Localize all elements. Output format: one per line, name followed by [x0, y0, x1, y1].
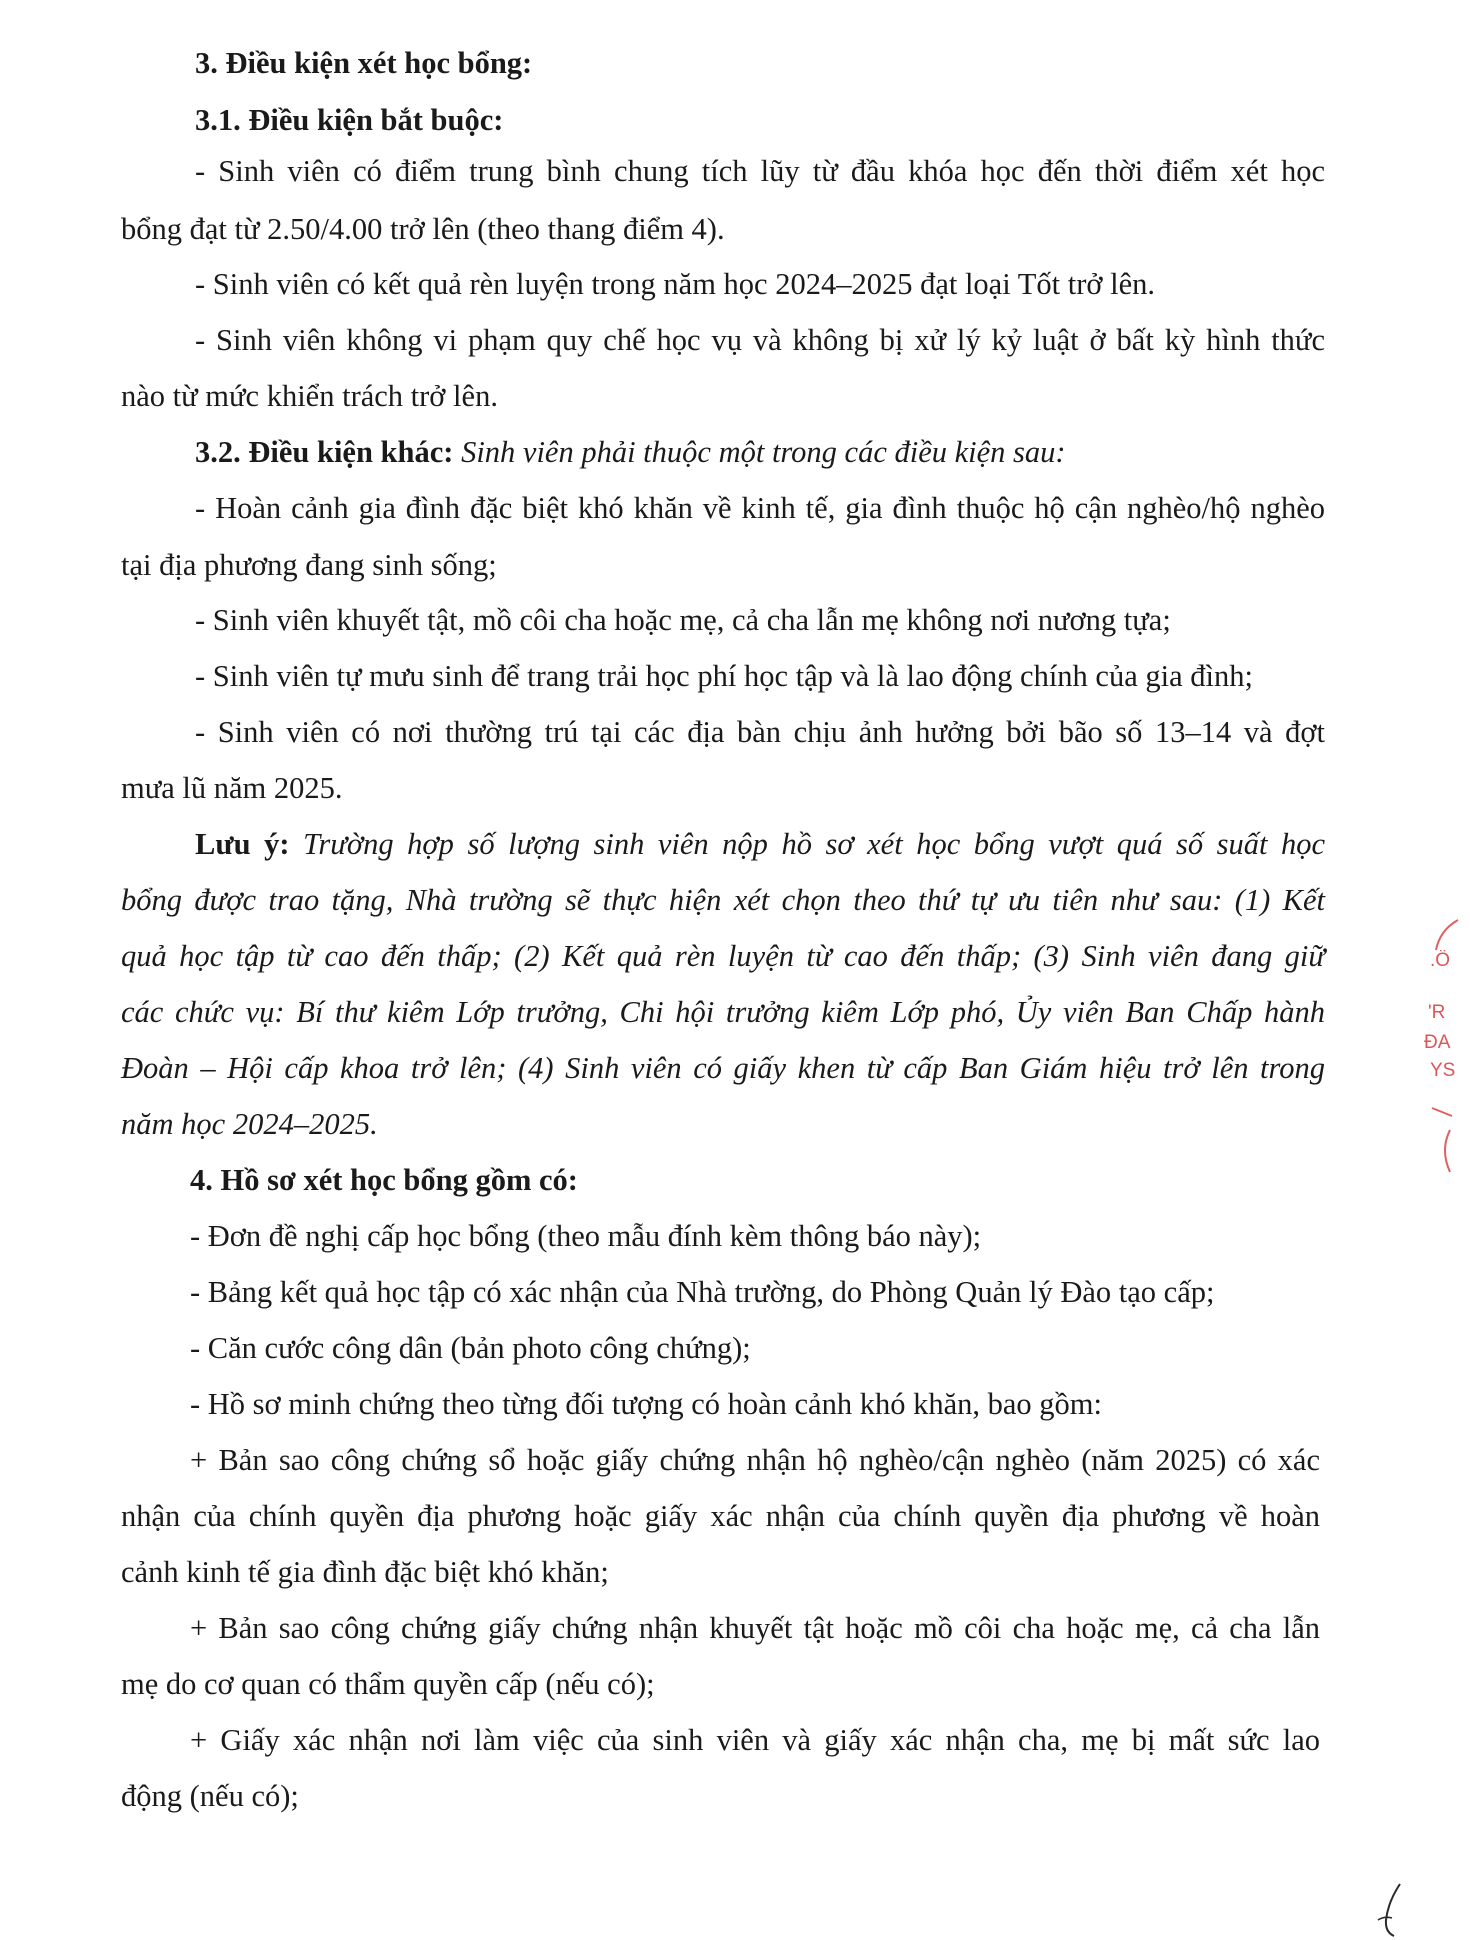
- red-seal-fragment: [1410, 910, 1470, 1190]
- section-3-2-heading: [195, 432, 1066, 472]
- condition-conduct: - Sinh viên có kết quả rèn luyện trong năm học 2024–2025 đạt loại Tốt trở lên.: [195, 267, 1156, 301]
- condition-gpa-line-1: - Sinh viên có điểm trung bình chung tích lũy từ đầu khóa học đến thời điểm xét học: [195, 154, 1325, 188]
- condition-discipline-line-1: - Sinh viên không vi phạm quy chế học vụ và không bị xử lý kỷ luật ở bất kỳ hình thức: [195, 323, 1325, 357]
- evidence-poverty-line-1: + Bản sao công chứng sổ hoặc giấy chứng nhận hộ nghèo/cận nghèo (năm 2025) có xác: [190, 1443, 1320, 1477]
- note-line-4: các chức vụ: Bí thư kiêm Lớp trưởng, Chi hội trưởng kiêm Lớp phó, Ủy viên Ban Chấp hành: [121, 995, 1325, 1029]
- other-condition-hardship-line-1: - Hoàn cảnh gia đình đặc biệt khó khăn về kinh tế, gia đình thuộc hộ cận nghèo/hộ nghèo: [195, 491, 1325, 525]
- condition-discipline-line-2: nào từ mức khiển trách trở lên.: [121, 379, 498, 413]
- note-line-3: quả học tập từ cao đến thấp; (2) Kết quả rèn luyện từ cao đến thấp; (3) Sinh viên đang giữ: [121, 939, 1325, 973]
- dossier-transcript: - Bảng kết quả học tập có xác nhận của Nhà trường, do Phòng Quản lý Đào tạo cấp;: [190, 1275, 1215, 1309]
- other-condition-self-support: - Sinh viên tự mưu sinh để trang trải học phí học tập và là lao động chính của gia đình;: [195, 659, 1253, 693]
- dossier-application-form: - Đơn đề nghị cấp học bổng (theo mẫu đính kèm thông báo này);: [190, 1219, 982, 1253]
- note-line-2: bổng được trao tặng, Nhà trường sẽ thực hiện xét chọn theo thứ tự ưu tiên như sau: (1) Kết: [121, 883, 1325, 917]
- condition-gpa-line-2: bổng đạt từ 2.50/4.00 trở lên (theo thang điểm 4).: [121, 212, 725, 246]
- dossier-evidence: - Hồ sơ minh chứng theo từng đối tượng có hoàn cảnh khó khăn, bao gồm:: [190, 1387, 1102, 1421]
- evidence-poverty-line-2: nhận của chính quyền địa phương hoặc giấy xác nhận của chính quyền địa phương về hoàn: [121, 1499, 1320, 1533]
- evidence-disability-line-2: mẹ do cơ quan có thẩm quyền cấp (nếu có);: [121, 1667, 655, 1701]
- section-3-2-intro: Sinh viên phải thuộc một trong các điều kiện sau:: [461, 435, 1066, 469]
- evidence-workplace-line-2: động (nếu có);: [121, 1779, 299, 1813]
- other-condition-disability: - Sinh viên khuyết tật, mồ côi cha hoặc mẹ, cả cha lẫn mẹ không nơi nương tựa;: [195, 603, 1171, 637]
- evidence-disability-line-1: + Bản sao công chứng giấy chứng nhận khuyết tật hoặc mồ côi cha hoặc mẹ, cả cha lẫn: [190, 1611, 1320, 1645]
- seal-text-fragment: YS: [1430, 1060, 1456, 1081]
- other-condition-storm-line-1: - Sinh viên có nơi thường trú tại các địa bàn chịu ảnh hưởng bởi bão số 13–14 và đợt: [195, 715, 1325, 749]
- note-line-1: [195, 824, 1325, 864]
- section-3-heading: 3. Điều kiện xét học bổng:: [195, 46, 533, 80]
- seal-text-fragment: 'R: [1428, 1002, 1446, 1023]
- section-3-2-label: 3.2. Điều kiện khác:: [195, 435, 454, 469]
- note-line-6: năm học 2024–2025.: [121, 1107, 378, 1141]
- note-line-5: Đoàn – Hội cấp khoa trở lên; (4) Sinh viên có giấy khen từ cấp Ban Giám hiệu trở lên trong: [121, 1051, 1325, 1085]
- evidence-poverty-line-3: cảnh kinh tế gia đình đặc biệt khó khăn;: [121, 1555, 609, 1589]
- section-3-1-heading: 3.1. Điều kiện bắt buộc:: [195, 103, 504, 137]
- other-condition-storm-line-2: mưa lũ năm 2025.: [121, 771, 343, 805]
- dossier-id-card: - Căn cước công dân (bản photo công chứng);: [190, 1331, 751, 1365]
- section-4-heading: 4. Hồ sơ xét học bổng gồm có:: [190, 1163, 578, 1197]
- seal-text-fragment: ĐA: [1424, 1032, 1451, 1053]
- note-text-1: Trường hợp số lượng sinh viên nộp hồ sơ xét học bổng vượt quá số suất học: [303, 827, 1326, 861]
- other-condition-hardship-line-2: tại địa phương đang sinh sống;: [121, 548, 497, 582]
- note-label: Lưu ý:: [195, 827, 290, 861]
- seal-text-fragment: .Ö: [1430, 950, 1451, 971]
- evidence-workplace-line-1: + Giấy xác nhận nơi làm việc của sinh viên và giấy xác nhận cha, mẹ bị mất sức lao: [190, 1723, 1320, 1757]
- signature-mark-icon: [1358, 1880, 1418, 1940]
